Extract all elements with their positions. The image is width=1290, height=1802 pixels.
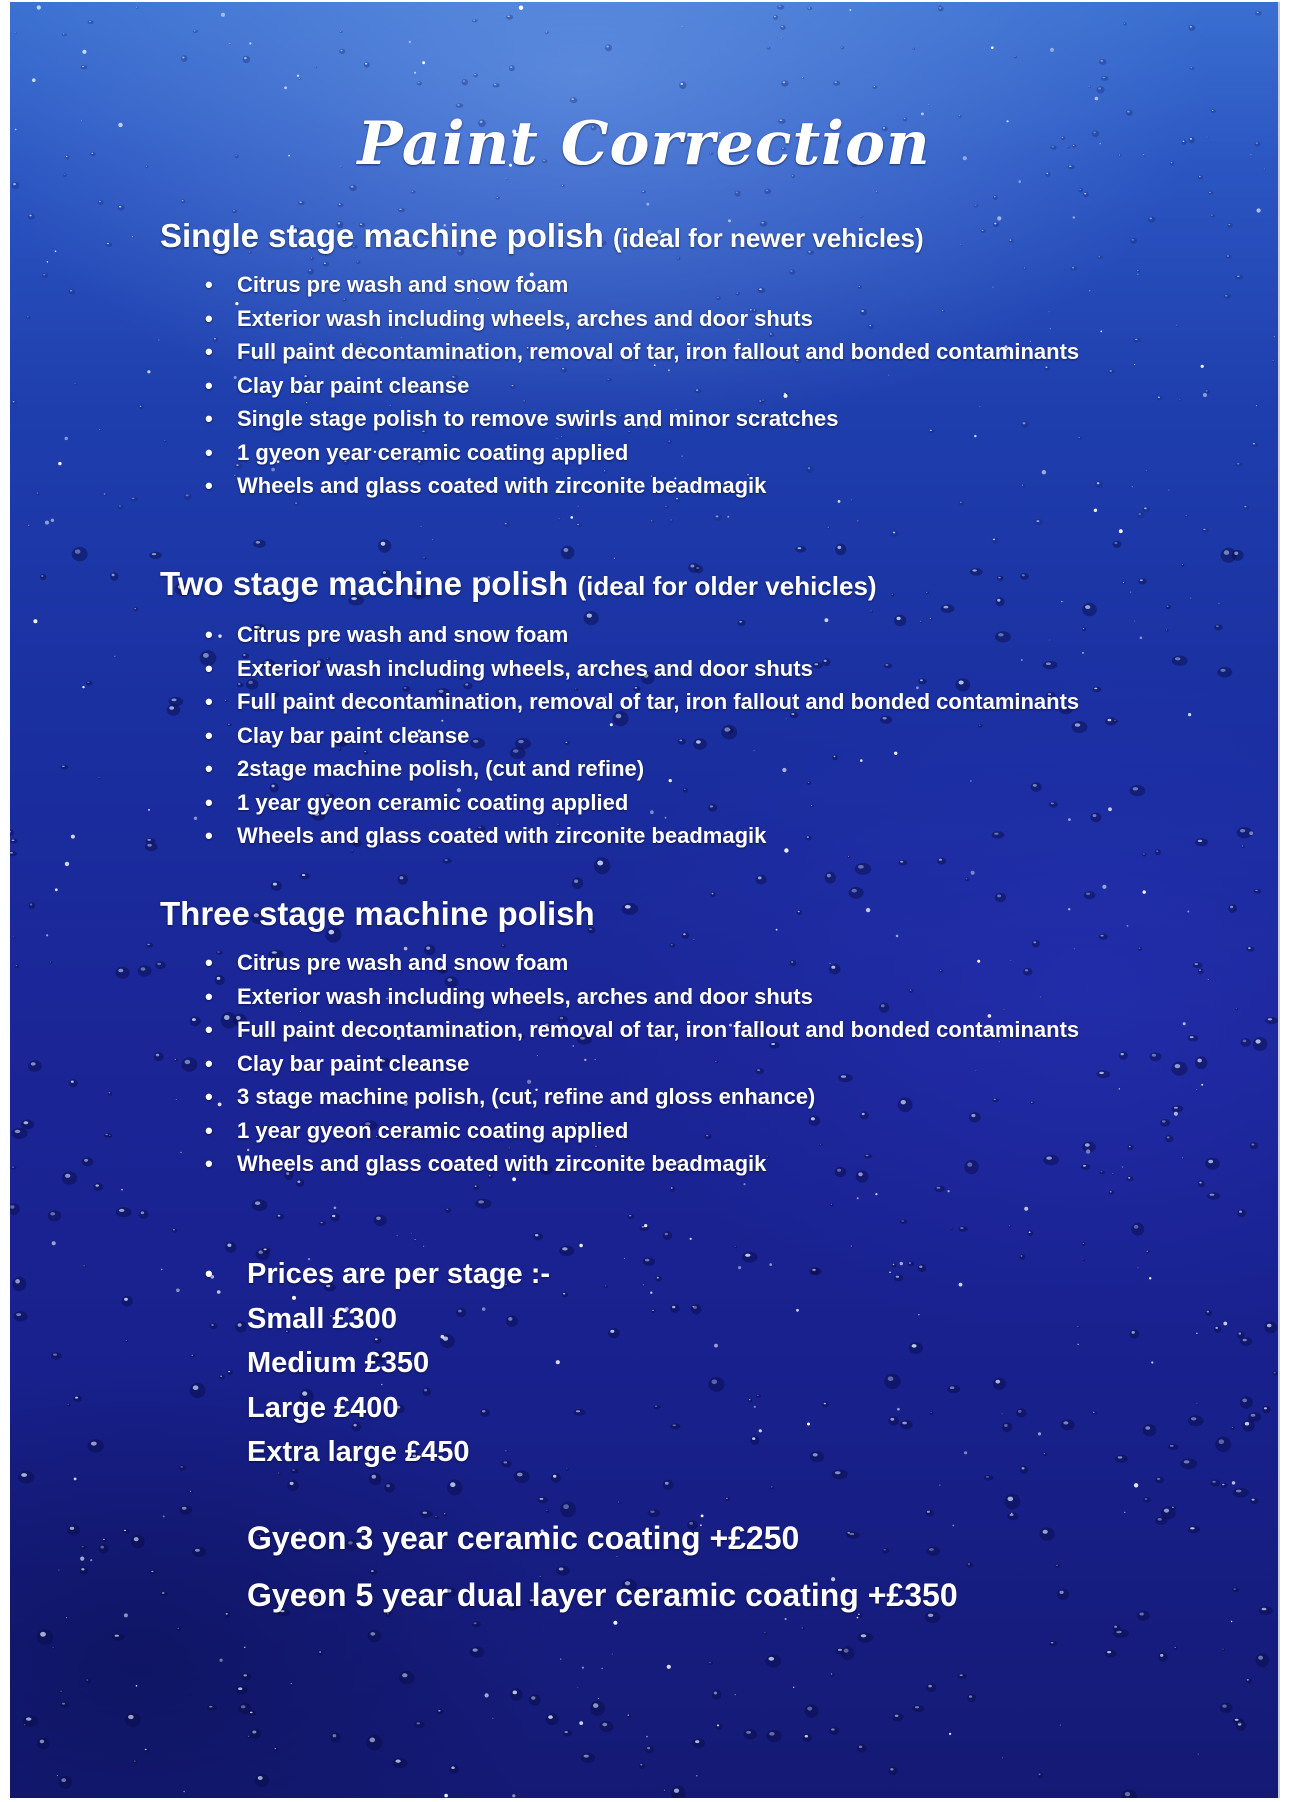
list-item-text: Exterior wash including wheels, arches and door shuts (237, 305, 813, 331)
list-item-text: Citrus pre wash and snow foam (237, 622, 569, 647)
price-lines (247, 1252, 550, 1475)
bullet-icon: • (205, 1117, 213, 1143)
list-item-text: Clay bar paint cleanse (237, 722, 470, 748)
upgrade-3-year: Gyeon 3 year ceramic coating +£250 (247, 1520, 800, 1556)
bullet-icon: • (205, 823, 213, 848)
list-item (160, 1047, 1250, 1081)
bullet-icon: • (205, 950, 213, 975)
section-single-stage (160, 216, 1250, 503)
bullet-icon: • (205, 372, 213, 398)
list-item (160, 1080, 1250, 1114)
list-item-text: Citrus pre wash and snow foam (237, 272, 569, 297)
bullet-icon: • (205, 1261, 213, 1286)
list-item (160, 618, 1250, 652)
price-large: Large £400 (247, 1391, 399, 1424)
list-item-text: Single stage polish to remove swirls and minor scratches (237, 406, 839, 431)
bullet-icon: • (205, 1084, 213, 1109)
section-heading-main: Three stage machine polish (160, 895, 595, 932)
list-item (160, 752, 1250, 786)
price-intro: Prices are per stage :- (247, 1258, 551, 1290)
section-heading-sub: (ideal for older vehicles) (577, 571, 877, 601)
list-item-text: 2stage machine polish, (cut and refine) (237, 756, 645, 781)
price-extra-large: Extra large £450 (247, 1436, 470, 1468)
list-item-text: Exterior wash including wheels, arches and door shuts (237, 655, 813, 681)
bullet-icon: • (205, 789, 213, 815)
service-list (160, 618, 1250, 853)
section-heading (160, 564, 1250, 606)
bullet-icon: • (205, 756, 213, 781)
list-item-text: Wheels and glass coated with zirconite beadmagik (237, 1151, 767, 1176)
list-item (160, 980, 1250, 1014)
list-item (160, 685, 1250, 719)
coating-upgrades (247, 1510, 958, 1624)
bullet-icon: • (205, 439, 213, 465)
list-item-text: Full paint decontamination, removal of tar, iron fallout and bonded contaminants (237, 339, 1080, 364)
list-item-text: Clay bar paint cleanse (237, 1050, 470, 1076)
bullet-icon: • (205, 983, 213, 1009)
list-item (160, 819, 1250, 853)
list-item (160, 469, 1250, 503)
list-item (160, 1114, 1250, 1148)
list-item (160, 268, 1250, 302)
bullet-icon: • (205, 689, 213, 714)
bullet-icon: • (205, 622, 213, 647)
section-heading (160, 894, 1250, 934)
bullet-icon: • (205, 473, 213, 498)
bullet-icon: • (205, 655, 213, 681)
bullet-icon: • (205, 406, 213, 431)
bullet-icon: • (205, 1050, 213, 1076)
list-item (160, 402, 1250, 436)
bullet-icon: • (205, 722, 213, 748)
list-item-text: 1 gyeon year ceramic coating applied (237, 439, 629, 465)
service-list (160, 268, 1250, 503)
document-page (10, 2, 1280, 1798)
bullet-icon: • (205, 1017, 213, 1042)
list-item (160, 335, 1250, 369)
list-item-text: Exterior wash including wheels, arches and door shuts (237, 983, 813, 1009)
list-item-text: Clay bar paint cleanse (237, 372, 470, 398)
section-heading-sub: (ideal for newer vehicles) (612, 223, 924, 253)
document-content (10, 2, 1278, 1798)
page-title: Paint Correction (357, 109, 931, 179)
list-item-text: 3 stage machine polish, (cut, refine and gloss enhance) (237, 1084, 816, 1109)
list-item-text: Full paint decontamination, removal of tar, iron fallout and bonded contaminants (237, 689, 1080, 714)
bullet-icon: • (205, 1151, 213, 1176)
list-item (160, 1013, 1250, 1047)
section-heading (160, 216, 1250, 258)
service-list (160, 946, 1250, 1181)
list-item-text: Wheels and glass coated with zirconite beadmagik (237, 473, 767, 498)
list-item (160, 786, 1250, 820)
list-item (160, 302, 1250, 336)
list-item (160, 436, 1250, 470)
price-medium: Medium £350 (247, 1347, 430, 1379)
list-item (160, 1147, 1250, 1181)
price-small: Small £300 (247, 1302, 397, 1335)
section-three-stage (160, 894, 1250, 1181)
section-heading-main: Single stage machine polish (160, 217, 604, 254)
list-item (160, 946, 1250, 980)
price-list (205, 1252, 550, 1475)
upgrade-5-year: Gyeon 5 year dual layer ceramic coating +£350 (247, 1577, 958, 1613)
bullet-icon: • (205, 272, 213, 297)
list-item (160, 719, 1250, 753)
section-two-stage (160, 564, 1250, 853)
list-item-text: 1 year gyeon ceramic coating applied (237, 789, 629, 815)
list-item-text: Citrus pre wash and snow foam (237, 950, 569, 975)
bullet-icon: • (205, 305, 213, 331)
section-heading-main: Two stage machine polish (160, 565, 569, 602)
list-item-text: Full paint decontamination, removal of tar, iron fallout and bonded contaminants (237, 1017, 1080, 1042)
list-item (160, 652, 1250, 686)
list-item (160, 369, 1250, 403)
list-item-text: Wheels and glass coated with zirconite beadmagik (237, 823, 767, 848)
bullet-icon: • (205, 339, 213, 364)
list-item-text: 1 year gyeon ceramic coating applied (237, 1117, 629, 1143)
